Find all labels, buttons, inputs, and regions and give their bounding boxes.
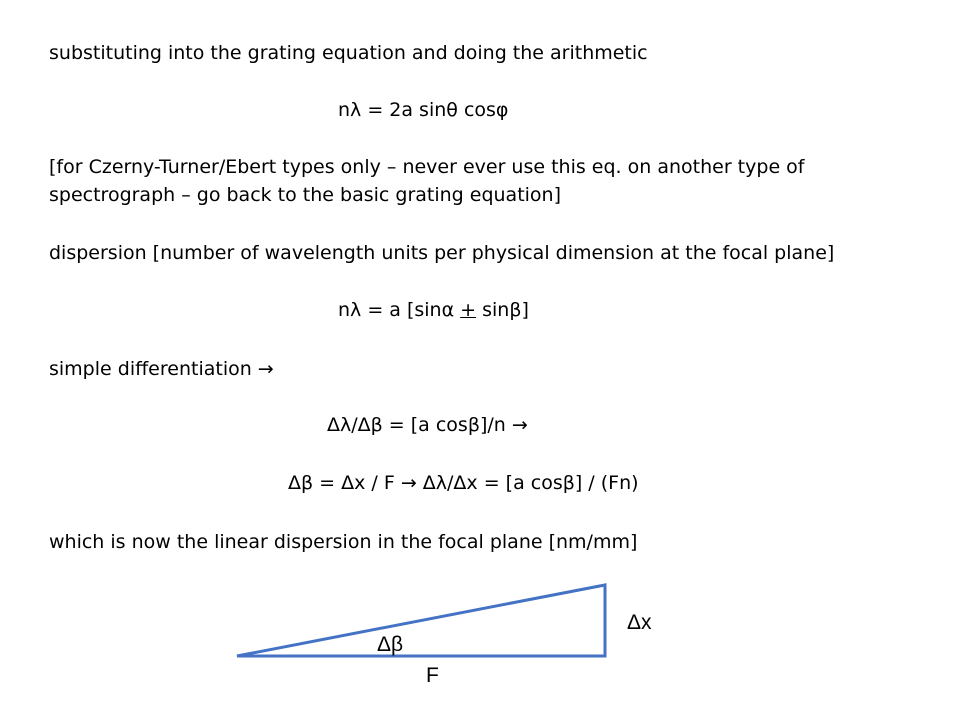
- grating-equation-right: sinβ]: [476, 299, 529, 321]
- triangle-shape: [237, 585, 605, 656]
- linear-dispersion-equation: Δβ = Δx / F → Δλ/Δx = [a cosβ] / (Fn): [288, 472, 639, 494]
- czerny-note-line-1: [for Czerny-Turner/Ebert types only – never ever use this eq. on another type of: [49, 156, 805, 178]
- linear-dispersion-line: which is now the linear dispersion in the focal plane [nm/mm]: [49, 531, 638, 553]
- czerny-note-line-2: spectrograph – go back to the basic grating equation]: [49, 184, 562, 206]
- intro-line: substituting into the grating equation and doing the arithmetic: [49, 42, 648, 64]
- delta-beta-label: Δβ: [377, 633, 404, 656]
- equation-czerny-turner: nλ = 2a sinθ cosφ: [338, 99, 509, 121]
- plus-minus-sign: +: [460, 299, 477, 321]
- simple-differentiation-line: simple differentiation →: [49, 358, 274, 380]
- grating-equation-left: nλ = a [sinα: [338, 299, 461, 321]
- dispersion-definition: dispersion [number of wavelength units per physical dimension at the focal plane]: [49, 242, 835, 264]
- angular-dispersion-equation: Δλ/Δβ = [a cosβ]/n →: [327, 414, 528, 436]
- delta-x-label: Δx: [627, 611, 652, 634]
- focal-length-label: F: [426, 664, 439, 687]
